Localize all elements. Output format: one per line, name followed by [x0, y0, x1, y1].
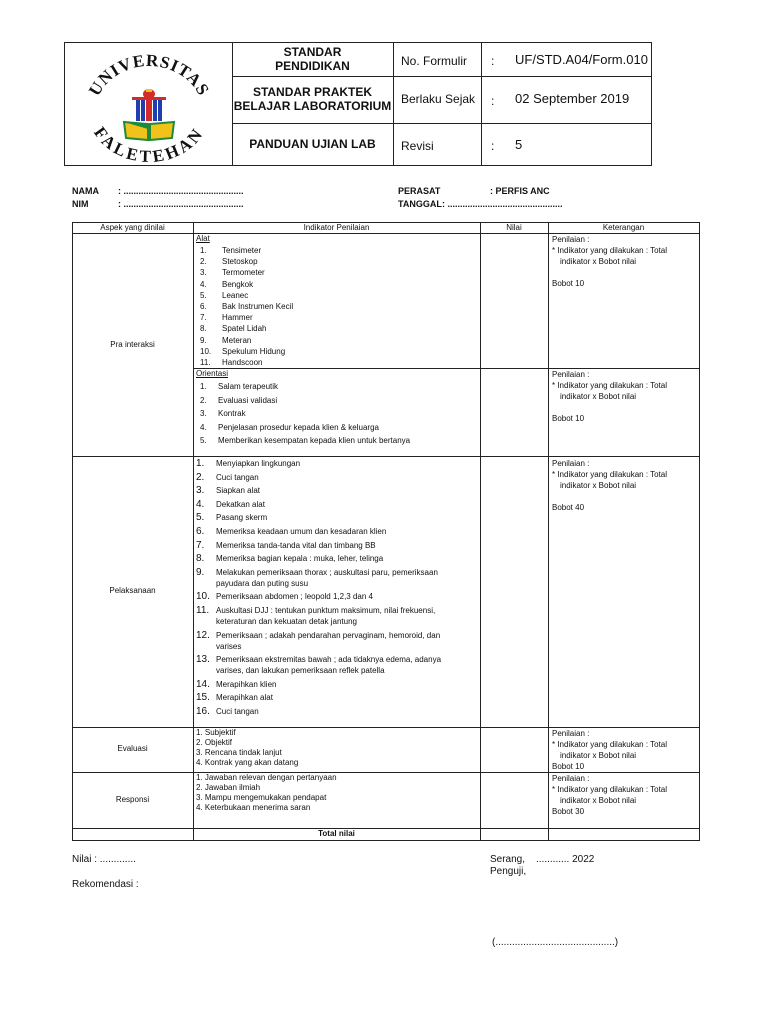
- item-text: Penjelasan prosedur kepada klien & keluarga: [218, 422, 379, 432]
- serang-label: Serang,: [490, 854, 526, 865]
- tanggal-label: TANGGAL: [398, 199, 442, 209]
- ket-line: * Indikator yang dilakukan : Total: [552, 740, 668, 749]
- item-number: 6.: [200, 302, 207, 312]
- ket-bobot: Bobot 30: [552, 807, 585, 816]
- evaluasi-item: 2. Objektif: [196, 738, 233, 747]
- date-field[interactable]: ............ 2022: [536, 854, 595, 865]
- colon: :: [491, 139, 495, 153]
- item-text: Kontrak: [218, 409, 246, 418]
- item-text: Auskultasi DJJ : tentukan punktum maksimum, nilai frekuensi,: [216, 605, 436, 615]
- ket-line: Penilaian :: [552, 774, 590, 783]
- value-revisi: 5: [515, 137, 523, 152]
- value-no-formulir: UF/STD.A04/Form.010: [515, 52, 648, 67]
- item-text: Bengkok: [222, 279, 254, 289]
- header-divider: [393, 43, 394, 165]
- evaluasi-item: 4. Kontrak yang akan datang: [196, 758, 299, 767]
- item-text: Meteran: [222, 335, 252, 345]
- logo-text-top: UNIVERSITAS: [84, 50, 214, 100]
- responsi-item: 2. Jawaban ilmiah: [196, 783, 261, 792]
- alat-item: [200, 346, 293, 357]
- nama-field[interactable]: : ................................................: [118, 186, 244, 196]
- item-number: 1.: [200, 382, 207, 391]
- item-number: 3.: [200, 409, 207, 418]
- ket-line: * Indikator yang dilakukan : Total: [552, 470, 668, 479]
- emblem-icon: [124, 89, 174, 140]
- table-divider: [480, 222, 481, 841]
- item-number: 11.: [200, 358, 211, 368]
- item-text: Termometer: [222, 268, 265, 278]
- ket-line: Penilaian :: [552, 370, 590, 379]
- item-number: 8.: [196, 553, 205, 565]
- item-text: Merapihkan alat: [216, 693, 273, 703]
- header-indikator: Indikator Penilaian: [303, 223, 370, 232]
- title-line: PANDUAN UJIAN LAB: [249, 137, 376, 151]
- item-text: Menyiapkan lingkungan: [216, 459, 301, 468]
- item-text-cont: varises: [216, 641, 242, 651]
- responsi-item: 4. Keterbukaan menerima saran: [196, 803, 311, 812]
- item-text: Leanec: [222, 290, 249, 300]
- ket-bobot: Bobot 10: [552, 762, 585, 771]
- item-text: Dekatkan alat: [216, 499, 265, 509]
- title-line: STANDAR PRAKTEK BELAJAR LABORATORIUM: [233, 85, 392, 113]
- pelaksanaan-item: [196, 499, 441, 510]
- alat-title: Alat: [196, 234, 210, 243]
- item-text: Handscoon: [222, 358, 263, 368]
- nim-field[interactable]: : ................................................: [118, 199, 244, 209]
- evaluasi-item: 3. Rencana tindak lanjut: [196, 748, 282, 757]
- keterangan-pra-alat: [552, 234, 667, 289]
- ket-line: indikator x Bobot nilai: [560, 481, 637, 490]
- item-text: Salam terapeutik: [218, 382, 279, 391]
- pelaksanaan-item: [196, 553, 441, 564]
- item-text: Spatel Lidah: [222, 324, 267, 334]
- tanggal-field[interactable]: : ..............................................: [442, 199, 563, 209]
- university-logo: [66, 44, 232, 166]
- pelaksanaan-item: [196, 654, 441, 676]
- keterangan-pra-orientasi: [552, 369, 667, 424]
- ket-line: indikator x Bobot nilai: [560, 257, 637, 266]
- item-number: 13.: [196, 654, 210, 666]
- header-aspek: Aspek yang dinilai: [100, 223, 165, 232]
- ket-line: * Indikator yang dilakukan : Total: [552, 381, 668, 390]
- ket-bobot: Bobot 10: [552, 414, 585, 423]
- pelaksanaan-item: [196, 567, 441, 589]
- orientasi-item: [200, 394, 410, 408]
- table-border: [72, 840, 700, 841]
- nama-label: NAMA: [72, 186, 99, 196]
- item-number: 11.: [196, 604, 210, 616]
- value-berlaku-sejak: 02 September 2019: [515, 91, 630, 106]
- item-text: Stetoskop: [222, 257, 258, 267]
- item-number: 4.: [200, 279, 207, 289]
- pelaksanaan-item: [196, 540, 441, 551]
- ket-line: * Indikator yang dilakukan : Total: [552, 785, 668, 794]
- ket-line: Penilaian :: [552, 459, 590, 468]
- item-text: Melakukan pemeriksaan thorax ; auskultasi paru, pemeriksaan: [216, 567, 438, 577]
- ket-line: Penilaian :: [552, 729, 590, 738]
- item-number: 2.: [200, 257, 207, 267]
- pelaksanaan-item: [196, 512, 441, 523]
- pelaksanaan-item: [196, 458, 441, 469]
- penguji-label: Penguji,: [490, 866, 527, 877]
- ket-line: indikator x Bobot nilai: [560, 751, 637, 760]
- pelaksanaan-item: [196, 605, 441, 627]
- title-standar-pendidikan: [232, 45, 393, 73]
- table-divider: [193, 222, 194, 841]
- item-text: Pasang skerm: [216, 513, 268, 523]
- perasat-value: : PERFIS ANC: [490, 186, 550, 196]
- perasat-label: PERASAT: [398, 186, 441, 196]
- orientasi-item: [200, 380, 410, 394]
- nim-label: NIM: [72, 199, 89, 209]
- pelaksanaan-item: [196, 706, 441, 717]
- header-divider: [232, 123, 651, 124]
- alat-item: [200, 357, 293, 368]
- pelaksanaan-item: [196, 472, 441, 483]
- header-divider: [481, 43, 482, 165]
- item-text: Memeriksa tanda-tanda vital dan timbang BB: [216, 540, 376, 550]
- total-nilai-label: Total nilai: [318, 829, 355, 838]
- item-number: 1.: [196, 458, 205, 469]
- item-number: 9.: [200, 335, 207, 345]
- item-text: Siapkan alat: [216, 486, 261, 496]
- item-text: Cuci tangan: [216, 706, 259, 716]
- item-number: 10.: [196, 591, 210, 603]
- orientasi-item: [200, 434, 410, 448]
- item-number: 7.: [196, 539, 205, 551]
- responsi-item: 3. Mampu mengemukakan pendapat: [196, 793, 327, 802]
- item-number: 14.: [196, 678, 210, 690]
- pelaksanaan-item: [196, 526, 441, 537]
- aspect-pelaksanaan: Pelaksanaan: [109, 586, 156, 595]
- label-revisi: Revisi: [401, 139, 434, 153]
- item-number: 12.: [196, 629, 210, 641]
- ket-line: indikator x Bobot nilai: [560, 796, 637, 805]
- keterangan-evaluasi: [552, 728, 667, 772]
- colon: :: [491, 94, 495, 108]
- header-nilai: Nilai: [506, 223, 522, 232]
- label-berlaku-sejak: Berlaku Sejak: [401, 92, 476, 106]
- orientasi-list: [200, 380, 410, 448]
- title-standar-praktek: [232, 85, 393, 113]
- evaluasi-list: [196, 728, 298, 768]
- pelaksanaan-item: [196, 679, 441, 690]
- evaluasi-item: 1. Subjektif: [196, 728, 236, 737]
- item-number: 5.: [196, 512, 205, 524]
- alat-item: [200, 245, 293, 256]
- alat-list: [200, 245, 293, 368]
- alat-item: [200, 335, 293, 346]
- pelaksanaan-item: [196, 485, 441, 496]
- alat-item: [200, 267, 293, 278]
- item-text: Merapihkan klien: [216, 679, 277, 689]
- signature-field[interactable]: (...........................................): [492, 937, 619, 948]
- alat-item: [200, 312, 293, 323]
- item-text: Pemeriksaan ; adakah pendarahan pervaginam, hemoroid, dan: [216, 630, 441, 640]
- pelaksanaan-item: [196, 591, 441, 602]
- item-text-cont: keteraturan dan kekuatan detak jantung: [216, 616, 357, 626]
- item-text: Memeriksa bagian kepala : muka, leher, telinga: [216, 554, 384, 564]
- ket-line: * Indikator yang dilakukan : Total: [552, 246, 668, 255]
- item-number: 3.: [196, 485, 205, 497]
- pelaksanaan-item: [196, 630, 441, 652]
- alat-item: [200, 290, 293, 301]
- pelaksanaan-list: [196, 458, 441, 720]
- alat-item: [200, 279, 293, 290]
- title-panduan-ujian: [232, 137, 393, 151]
- pelaksanaan-item: [196, 692, 441, 703]
- item-number: 4.: [196, 498, 205, 510]
- ket-line: indikator x Bobot nilai: [560, 392, 637, 401]
- alat-item: [200, 323, 293, 334]
- item-number: 10.: [200, 346, 212, 356]
- item-text-cont: payudara dan puting susu: [216, 578, 309, 588]
- item-text: Evaluasi validasi: [218, 395, 278, 405]
- rekomendasi-label: Rekomendasi :: [72, 879, 139, 890]
- item-text: Spekulum Hidung: [222, 346, 286, 356]
- alat-item: [200, 256, 293, 267]
- item-text-cont: varises, dan lakukan pemeriksaan reflek patella: [216, 666, 385, 676]
- item-text: Bak Instrumen Kecil: [222, 302, 294, 312]
- orientasi-item: [200, 407, 410, 421]
- item-number: 15.: [196, 692, 210, 704]
- form-header: [64, 42, 652, 166]
- item-text: Memberikan kesempatan kepada klien untuk bertanya: [218, 436, 411, 445]
- header-keterangan: Keterangan: [602, 223, 645, 232]
- item-number: 1.: [200, 246, 207, 255]
- header-divider: [232, 76, 651, 77]
- item-text: Pemeriksaan abdomen ; leopold 1,2,3 dan 4: [216, 592, 373, 602]
- item-number: 5.: [200, 290, 207, 300]
- table-divider: [72, 456, 700, 457]
- nilai-field[interactable]: Nilai : .............: [72, 854, 136, 865]
- ket-bobot: Bobot 10: [552, 279, 585, 288]
- ket-line: Penilaian :: [552, 235, 590, 244]
- aspect-responsi: Responsi: [115, 795, 150, 804]
- orientasi-title: Orientasi: [196, 369, 229, 378]
- aspect-evaluasi: Evaluasi: [117, 744, 148, 753]
- item-text: Hammer: [222, 313, 253, 323]
- title-line: STANDAR PENDIDIKAN: [275, 45, 350, 73]
- item-number: 3.: [200, 268, 207, 278]
- item-number: 2.: [196, 471, 205, 483]
- table-divider: [548, 222, 549, 841]
- responsi-item: 1. Jawaban relevan dengan pertanyaan: [196, 773, 337, 782]
- keterangan-pelaksanaan: [552, 458, 667, 513]
- item-number: 16.: [196, 705, 210, 717]
- keterangan-responsi: [552, 773, 667, 817]
- colon: :: [491, 54, 495, 68]
- ket-bobot: Bobot 40: [552, 503, 585, 512]
- item-text: Pemeriksaan ekstremitas bawah ; ada tidaknya edema, adanya: [216, 655, 442, 665]
- orientasi-item: [200, 421, 410, 435]
- item-number: 2.: [200, 395, 207, 405]
- label-no-formulir: No. Formulir: [401, 54, 468, 68]
- item-number: 8.: [200, 324, 207, 334]
- assessment-table: [72, 222, 700, 841]
- item-number: 9.: [196, 566, 205, 578]
- item-number: 6.: [196, 525, 205, 537]
- table-border: [699, 222, 700, 841]
- item-text: Memeriksa keadaan umum dan kesadaran klien: [216, 526, 387, 536]
- responsi-list: [196, 773, 337, 813]
- item-number: 7.: [200, 313, 207, 323]
- item-number: 5.: [200, 436, 207, 445]
- item-text: Cuci tangan: [216, 472, 259, 482]
- logo-text-bottom: FALETEHAN: [90, 123, 208, 166]
- item-text: Tensimeter: [222, 246, 262, 255]
- item-number: 4.: [200, 422, 207, 432]
- aspect-pra-interaksi: Pra interaksi: [110, 340, 155, 349]
- alat-item: [200, 301, 293, 312]
